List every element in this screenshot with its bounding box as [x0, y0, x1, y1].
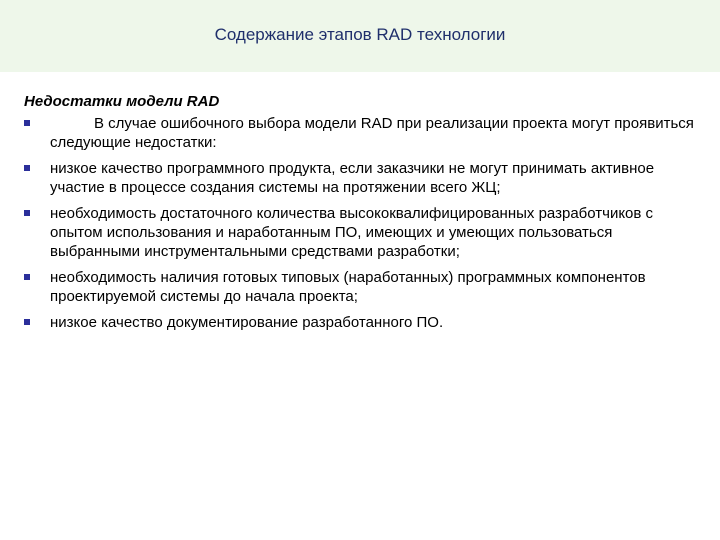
square-bullet-icon — [24, 165, 30, 171]
square-bullet-icon — [24, 120, 30, 126]
slide-content — [24, 92, 694, 339]
bullet-item — [24, 114, 694, 152]
bullet-list — [24, 114, 694, 332]
bullet-text: необходимость наличия готовых типовых (наработанных) программных компонентов проектируемой системы до начала проекта; — [50, 269, 646, 305]
bullet-text: низкое качество программного продукта, если заказчики не могут принимать активное участие в процессе создания системы на протяжении всего ЖЦ; — [50, 160, 655, 196]
title-band — [0, 0, 720, 72]
bullet-text: низкое качество документирование разработанного ПО. — [50, 314, 444, 331]
bullet-item — [24, 159, 694, 197]
square-bullet-icon — [24, 210, 30, 216]
bullet-item — [24, 313, 694, 332]
slide-title: Содержание этапов RAD технологии — [214, 25, 506, 44]
bullet-item — [24, 268, 694, 306]
section-heading: Недостатки модели RAD — [24, 93, 220, 110]
bullet-text: необходимость достаточного количества высококвалифицированных разработчиков с опытом использования и наработанным ПО, имеющих и умеющих пользоваться выбранными инструментальными средствами разработки; — [50, 205, 654, 260]
square-bullet-icon — [24, 319, 30, 325]
square-bullet-icon — [24, 274, 30, 280]
bullet-item — [24, 204, 694, 261]
bullet-text: В случае ошибочного выбора модели RAD при реализации проекта могут проявиться следующие недостатки: — [50, 115, 694, 151]
